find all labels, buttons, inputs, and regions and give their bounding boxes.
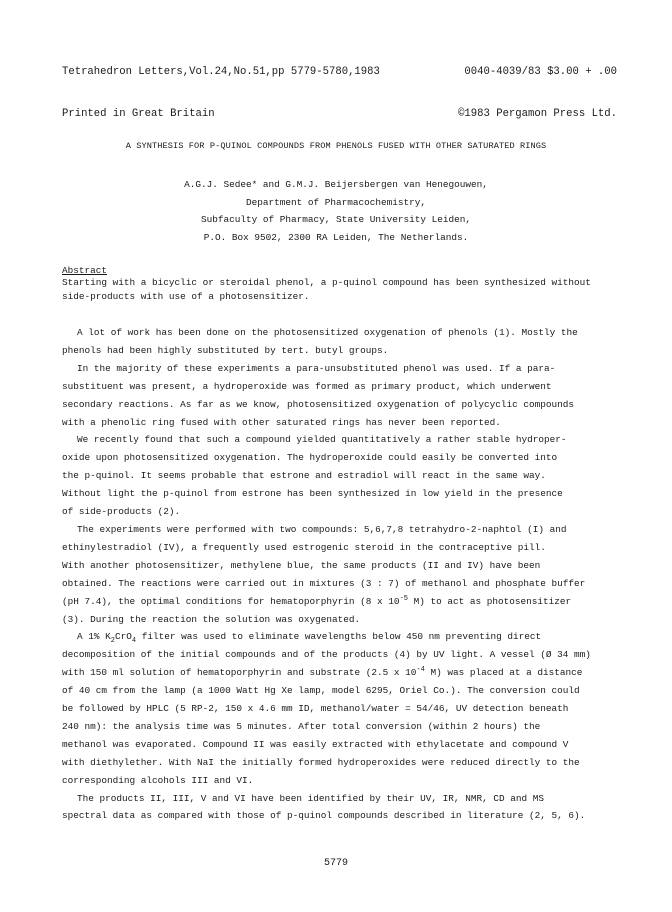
body-line: secondary reactions. As far as we know, photosensitized oxygenation of polycyclic compounds	[62, 398, 574, 410]
body-line: We recently found that such a compound yielded quantitatively a rather stable hydroper-	[77, 434, 567, 446]
article-title: A SYNTHESIS FOR P-QUINOL COMPOUNDS FROM PHENOLS FUSED WITH OTHER SATURATED RINGS	[125, 141, 547, 151]
text-run: (pH 7.4), the optimal conditions for hematoporphyrin (8 x 10	[62, 595, 400, 607]
text-run: filter was used to eliminate wavelengths below 450 nm preventing direct	[136, 631, 542, 643]
text-run: M) was placed at a distance	[424, 667, 583, 679]
superscript: -5	[399, 594, 408, 603]
body-line: corresponding alcohols III and VI.	[62, 774, 254, 786]
author-block	[0, 176, 672, 246]
body-line: 240 nm): the analysis time was 5 minutes. After total conversion (within 2 hours) the	[62, 720, 541, 732]
text-run: M) to act as photosensitizer	[407, 595, 572, 607]
body-line: the p-quinol. It seems probable that estrone and estradiol will react in the same way.	[62, 470, 546, 482]
printed-location: Printed in Great Britain	[62, 108, 215, 120]
abstract-text	[62, 276, 622, 303]
text-run: CrO	[114, 631, 132, 643]
body-line: substituent was present, a hydroperoxide was formed as primary product, which underwent	[62, 380, 552, 392]
body-line: with diethylether. With NaI the initially formed hydroperoxides were reduced directly to the	[62, 756, 580, 768]
abstract-line: Starting with a bicyclic or steroidal phenol, a p-quinol compound has been synthesized without	[62, 277, 591, 288]
body-line: methanol was evaporated. Compound II was easily extracted with ethylacetate and compound V	[62, 738, 569, 750]
body-line: The products II, III, V and VI have been identified by their UV, IR, NMR, CD and MS	[77, 792, 544, 804]
body-line: oxide upon photosensitized oxygenation. The hydroperoxide could easily be converted into	[62, 452, 558, 464]
body-line: with a phenolic ring fused with other saturated rings has never been reported.	[62, 416, 501, 428]
affiliation-line: P.O. Box 9502, 2300 RA Leiden, The Netherlands.	[203, 231, 469, 243]
body-line: A lot of work has been done on the photosensitized oxygenation of phenols (1). Mostly the	[77, 327, 578, 338]
text-run: A 1% K	[77, 631, 111, 643]
header-left	[62, 37, 380, 149]
subscript: 2	[110, 637, 115, 646]
body-line: of 40 cm from the lamp (a 1000 Watt Hg Xe lamp, model 6295, Oriel Co.). The conversion could	[62, 685, 580, 697]
body-line: obtained. The reactions were carried out in mixtures (3 : 7) of methanol and phosphate buffer	[62, 577, 586, 589]
body-line: decomposition of the initial compounds and of the products (4) by UV light. A vessel (Ø 34 mm)	[62, 649, 591, 661]
page-number: 5779	[323, 858, 348, 869]
subscript: 4	[131, 637, 137, 646]
issn-price: 0040-4039/83 $3.00 + .00	[464, 66, 617, 78]
superscript: -4	[416, 666, 425, 675]
body-line: The experiments were performed with two compounds: 5,6,7,8 tetrahydro-2-naphtol (I) and	[77, 523, 567, 535]
body-line: be followed by HPLC (5 RP-2, 150 x 4.6 mm ID, methanol/water = 54/46, UV detection beneath	[62, 703, 569, 715]
body-line: phenols had been highly substituted by tert. butyl groups.	[62, 344, 389, 356]
body-line: (3). During the reaction the solution was oxygenated.	[62, 613, 361, 625]
body-line: Without light the p-quinol from estrone has been synthesized in low yield in the presence	[62, 488, 563, 500]
abstract-heading: Abstract	[62, 265, 108, 276]
body-line: In the majority of these experiments a para-unsubstituted phenol was used. If a para-	[77, 362, 556, 374]
text-run: with 150 ml solution of hematoporphyrin and substrate (2.5 x 10	[62, 667, 417, 679]
abstract-line: side-products with use of a photosensitizer.	[62, 290, 310, 302]
copyright-notice: ©1983 Pergamon Press Ltd.	[458, 108, 617, 120]
body-line: ethinylestradiol (IV), a frequently used estrogenic steroid in the contraceptive pill.	[62, 541, 546, 553]
body-line: of side-products (2).	[62, 506, 181, 518]
body-line: With another photosensitizer, methylene blue, the same products (II and IV) have been	[62, 559, 541, 571]
body-line	[62, 664, 622, 682]
affiliation-line: Department of Pharmacochemistry,	[245, 196, 427, 208]
body-text	[62, 324, 622, 825]
body-line	[62, 593, 622, 611]
affiliation-line: Subfaculty of Pharmacy, State University Leiden,	[200, 214, 472, 225]
body-line	[62, 628, 622, 646]
header-right	[458, 37, 617, 149]
journal-citation: Tetrahedron Letters,Vol.24,No.51,pp 5779-5780,1983	[62, 66, 380, 78]
body-line: spectral data as compared with those of p-quinol compounds described in literature (2, 5, 6).	[62, 810, 586, 822]
author-names: A.G.J. Sedee* and G.M.J. Beijersbergen van Henegouwen,	[184, 179, 488, 190]
